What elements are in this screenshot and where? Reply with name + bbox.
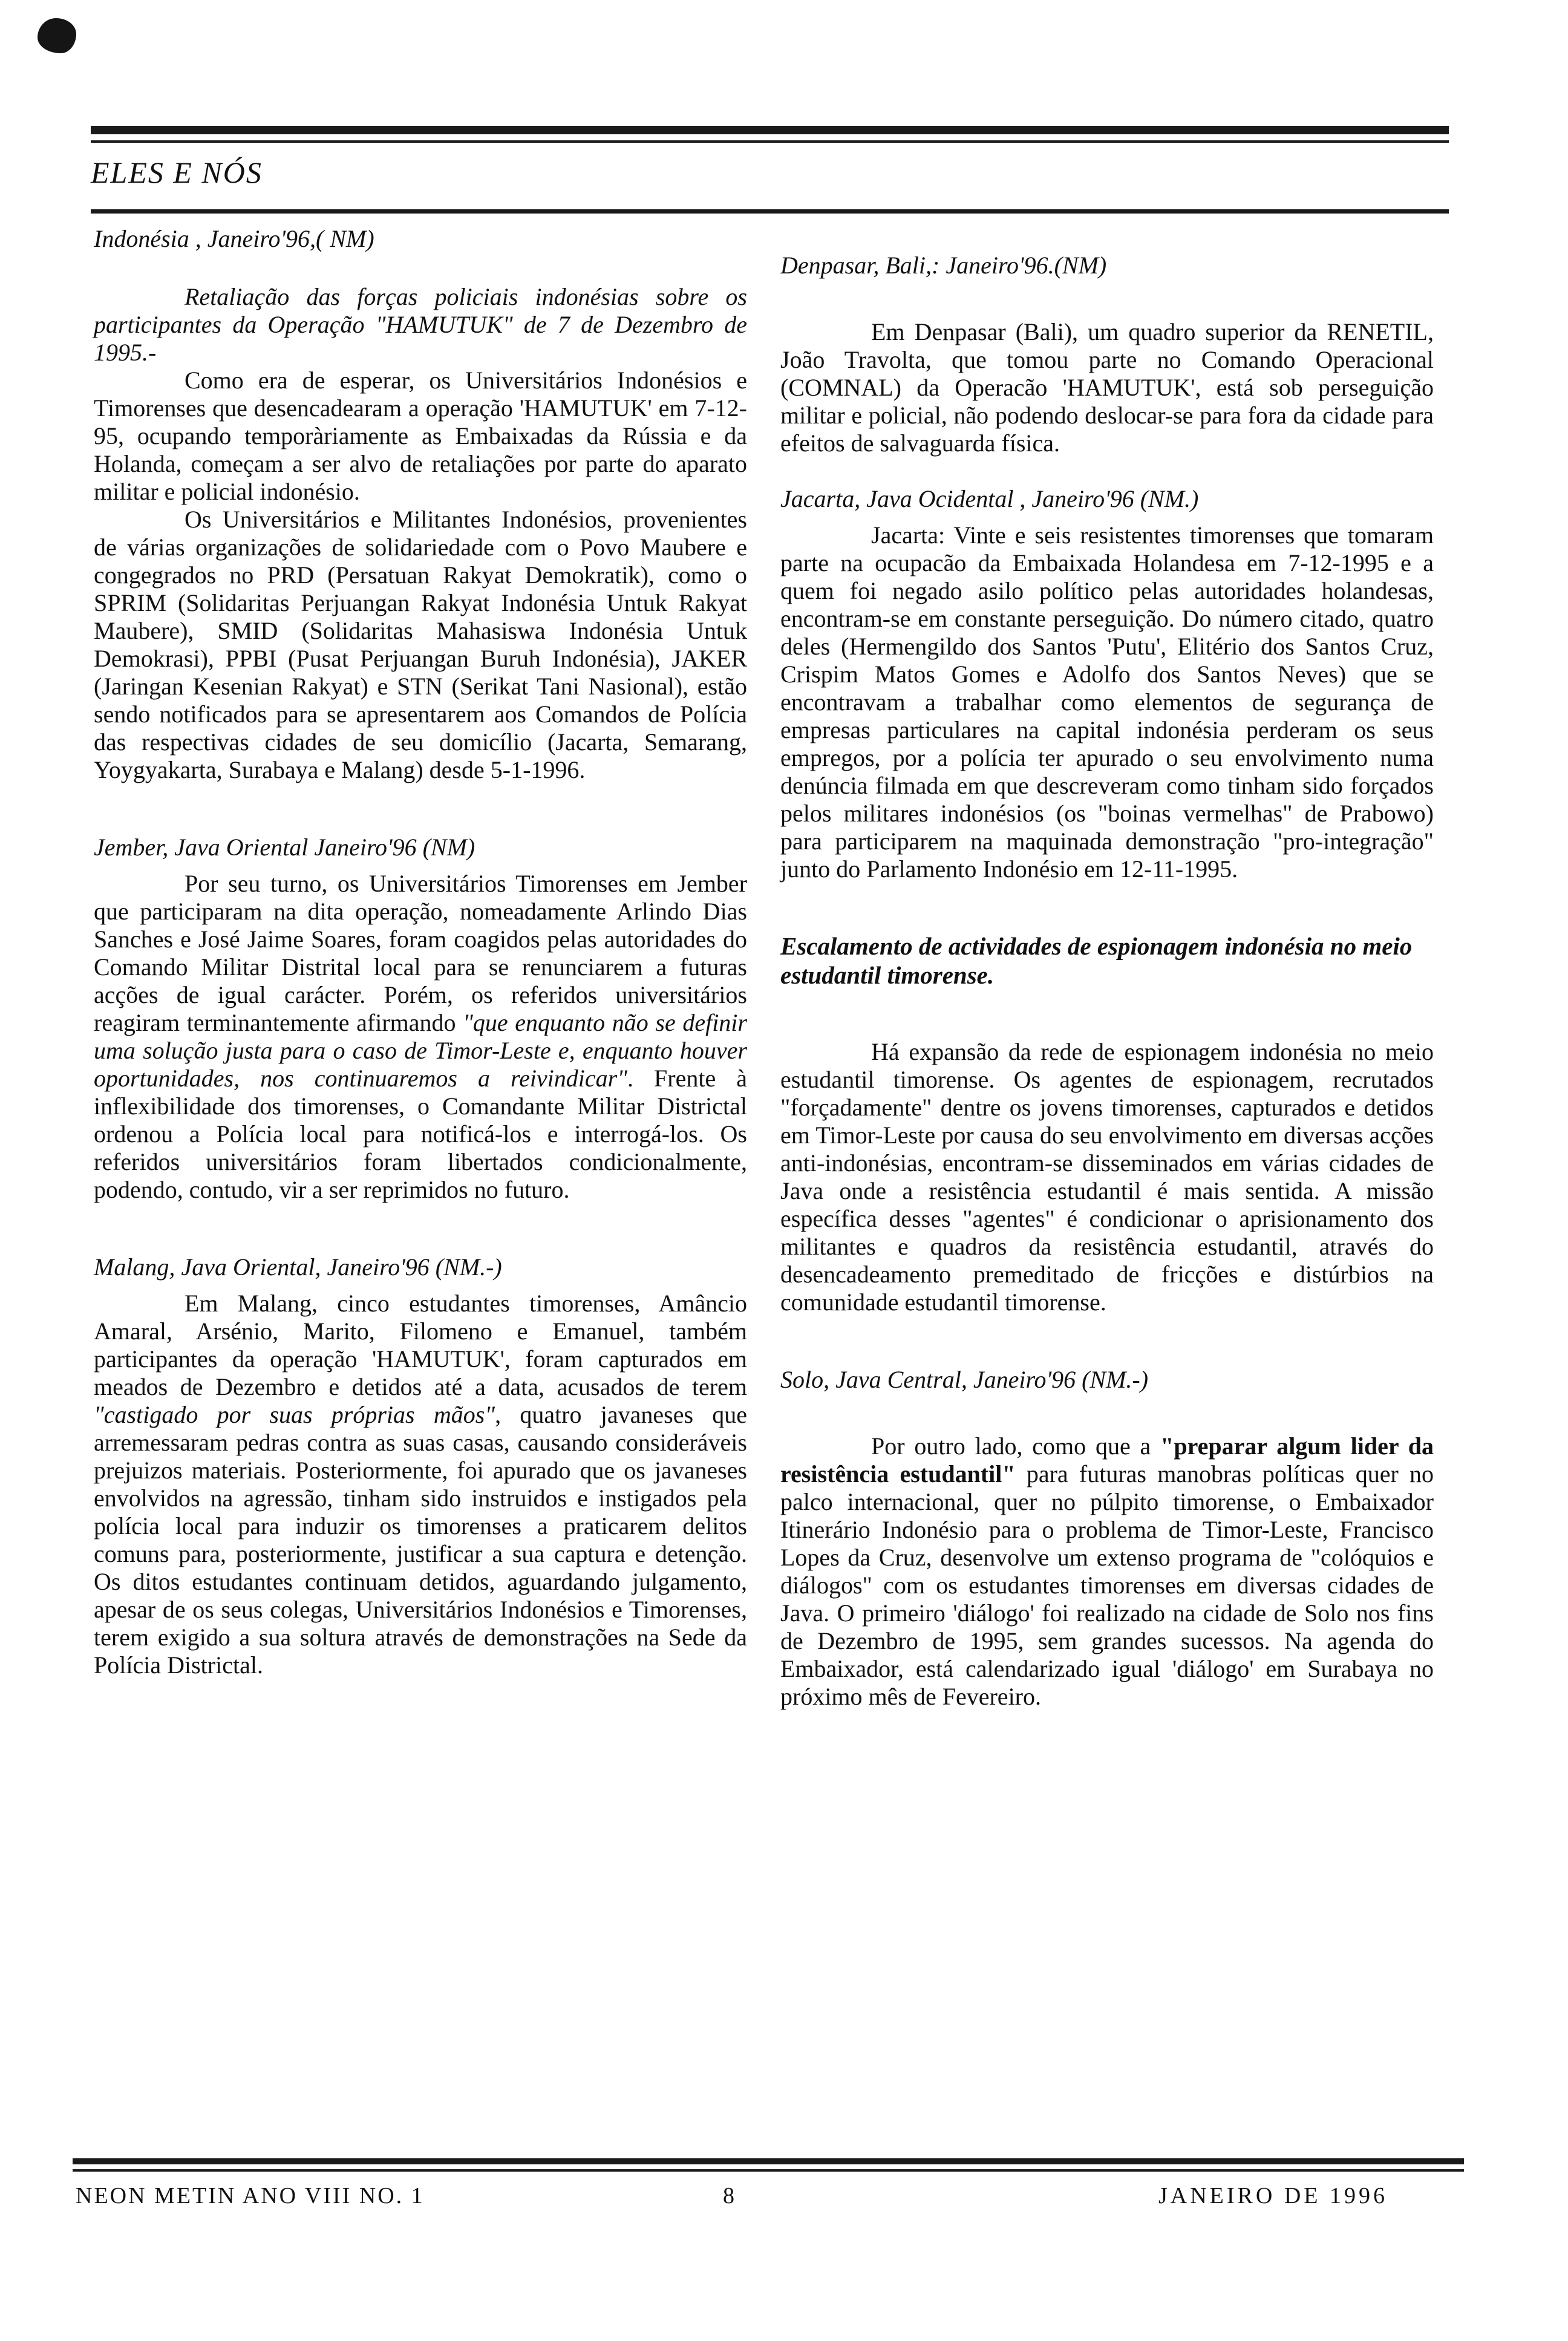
quote-jember: "que enquanto não se definir uma solução justa para o caso de Timor-Leste e, enquanto houver oportunidades, nos continuaremos a reivindicar" [94, 1009, 747, 1092]
paragraph-malang [94, 1290, 747, 1679]
footer-rule-thin [73, 2169, 1464, 2172]
paragraph-retaliacao-2: Os Universitários e Militantes Indonésios, provenientes de várias organizações de solidariedade com o Povo Maubere e congegrados no PRD (Persatuan Rakyat Demokratik), como o SPRIM (Solidaritas Perjuangan Rakyat Indonésia Untuk Rakyat Maubere), SMID (Solidaritas Mahasiswa Indonésia Untuk Demokrasi), PPBI (Pusat Perjuangan Buruh Indonésia), JAKER (Jaringan Kesenian Rakyat) e STN (Serikat Tani Nasional), estão sendo notificados para se apresentarem aos Comandos de Polícia das respectivas cidades de seu domicílio (Jacarta, Semarang, Yoygyakarta, Surabaya e Malang) desde 5-1-1996. [94, 506, 747, 783]
bold-phrase-solo: "preparar algum lider da resistência estudantil" [780, 1432, 1434, 1487]
dateline-indonesia: Indonésia , Janeiro'96,( NM) [94, 225, 374, 252]
paragraph-jember-text-a: Por seu turno, os Universitários Timorenses em Jember que participaram na dita operação, nomeadamente Arlindo Dias Sanches e José Jaime Soares, foram coagidos pelas autoridades do Comando Militar Distrital local para se renunciarem a futuras acções de igual carácter. Porém, os referidos universitários reagiram terminantemente afirmando [94, 870, 747, 1036]
dateline-jacarta: Jacarta, Java Ocidental , Janeiro'96 (NM.) [780, 485, 1199, 512]
header-rule-bottom [91, 209, 1449, 214]
paragraph-solo-text-a: Por outro lado, como que a [871, 1432, 1161, 1460]
dateline-malang: Malang, Java Oriental, Janeiro'96 (NM.-) [94, 1253, 502, 1281]
dateline-jember: Jember, Java Oriental Janeiro'96 (NM) [94, 834, 475, 861]
quote-malang: "castigado por suas próprias mãos" [94, 1401, 495, 1428]
heading-espionagem: Escalamento de actividades de espionagem indonésia no meio estudantil timorense. [780, 932, 1413, 989]
paragraph-jacarta: Jacarta: Vinte e seis resistentes timorenses que tomaram parte na ocupacão da Embaixada Holandesa em 7-12-1995 e a quem foi negado asilo político pelas autoridades holandesas, encontram-se em constante perseguição. Do número citado, quatro deles (Hermengildo dos Santos 'Putu', Elitério dos Santos Cruz, Crispim Matos Gomes e Adolfo dos Santos Neves) que se encontravam a trabalhar como elementos de segurança de empresas particulares na capital indonésia perderam os seus empregos, por a polícia ter apurado o seu envolvimento numa denúncia filmada em que descreveram como tinham sido forçados pelos militares indonésios (os "boinas vermelhas" de Prabowo) para participarem na maquinada demonstração "pro-integração" junto do Parlamento Indonésio em 12-11-1995. [780, 521, 1434, 883]
footer-rule-thick [73, 2158, 1464, 2164]
footer-date: JANEIRO DE 1996 [1158, 2183, 1388, 2209]
dateline-denpasar: Denpasar, Bali,: Janeiro'96.(NM) [780, 252, 1107, 279]
paragraph-denpasar: Em Denpasar (Bali), um quadro superior da RENETIL, João Travolta, que tomou parte no Comando Operacional (COMNAL) da Operacão 'HAMUTUK', está sob perseguição militar e policial, não podendo deslocar-se para fora da cidade para efeitos de salvaguarda física. [780, 318, 1434, 457]
left-column [94, 224, 747, 1679]
header-rule-thick [91, 126, 1449, 134]
paragraph-jember-text-b: . Frente à inflexibilidade dos timorenses, o Comandante Militar Districtal ordenou a Polícia local para notificá-los e interrogá-los. Os referidos universitários foram libertados condicionalmente, podendo, contudo, vir a ser reprimidos no futuro. [94, 1065, 747, 1203]
page-header-title: ELES E NÓS [91, 155, 263, 189]
header-rule-thin [91, 140, 1449, 143]
right-column [780, 224, 1434, 1711]
footer-page-number: 8 [723, 2183, 734, 2209]
paragraph-solo-text-b: para futuras manobras políticas quer no palco internacional, quer no púlpito timorense, o Embaixador Itinerário Indonésio para o problema de Timor-Leste, Francisco Lopes da Cruz, desenvolve um extenso programa de "colóquios e diálogos" com os estudantes timorenses em diversas cidades de Java. O primeiro 'diálogo' foi realizado na cidade de Solo nos fins de Dezembro de 1995, sem grandes sucessos. Na agenda do Embaixador, está calendarizado igual 'diálogo' em Surabaya no próximo mês de Fevereiro. [780, 1460, 1434, 1710]
dateline-solo: Solo, Java Central, Janeiro'96 (NM.-) [780, 1366, 1149, 1393]
paragraph-espionagem: Há expansão da rede de espionagem indonésia no meio estudantil timorense. Os agentes de espionagem, recrutados "forçadamente" dentre os jovens timorenses, capturados e detidos em Timor-Leste por causa do seu envolvimento em diversas acções anti-indonésias, encontram-se disseminados em várias cidades de Java onde a resistência estudantil é mais sentida. A missão específica desses "agentes" é condicionar o aprisionamento dos militantes e quadros da resistência estudantil, através do desencadeamento premeditado de fricções e distúrbios na comunidade estudantil timorense. [780, 1038, 1434, 1316]
paragraph-retaliacao-1: Como era de esperar, os Universitários Indonésios e Timorenses que desencadearam a operação 'HAMUTUK' em 7-12-95, ocupando temporàriamente as Embaixadas da Rússia e da Holanda, começam a ser alvo de retaliações por parte do aparato militar e policial indonésio. [94, 367, 747, 505]
paragraph-malang-text-a: Em Malang, cinco estudantes timorenses, Amâncio Amaral, Arsénio, Marito, Filomeno e Emanuel, também participantes da operação 'HAMUTUK', foram capturados em meados de Dezembro e detidos até a data, acusados de terem [94, 1290, 747, 1400]
paragraph-solo [780, 1432, 1434, 1711]
paragraph-jember [94, 870, 747, 1204]
ink-blot [38, 18, 76, 53]
footer-publication: NEON METIN ANO VIII NO. 1 [76, 2183, 425, 2209]
paragraph-malang-text-b: , quatro javaneses que arremessaram pedras contra as suas casas, causando consideráveis prejuizos materiais. Posteriormente, foi apurado que os javaneses envolvidos na agressão, tinham sido instruidos e instigados pela polícia local para induzir os timorenses a praticarem delitos comuns para, posteriormente, justificar a sua captura e detenção. Os ditos estudantes continuam detidos, aguardando julgamento, apesar de os seus colegas, Universitários Indonésios e Timorenses, terem exigido a sua soltura através de demonstrações na Sede da Polícia Districtal. [94, 1401, 748, 1679]
article-lead-retaliacao: Retaliação das forças policiais indonésias sobre os participantes da Operação "HAMUTUK" de 7 de Dezembro de 1995.- [94, 283, 747, 366]
